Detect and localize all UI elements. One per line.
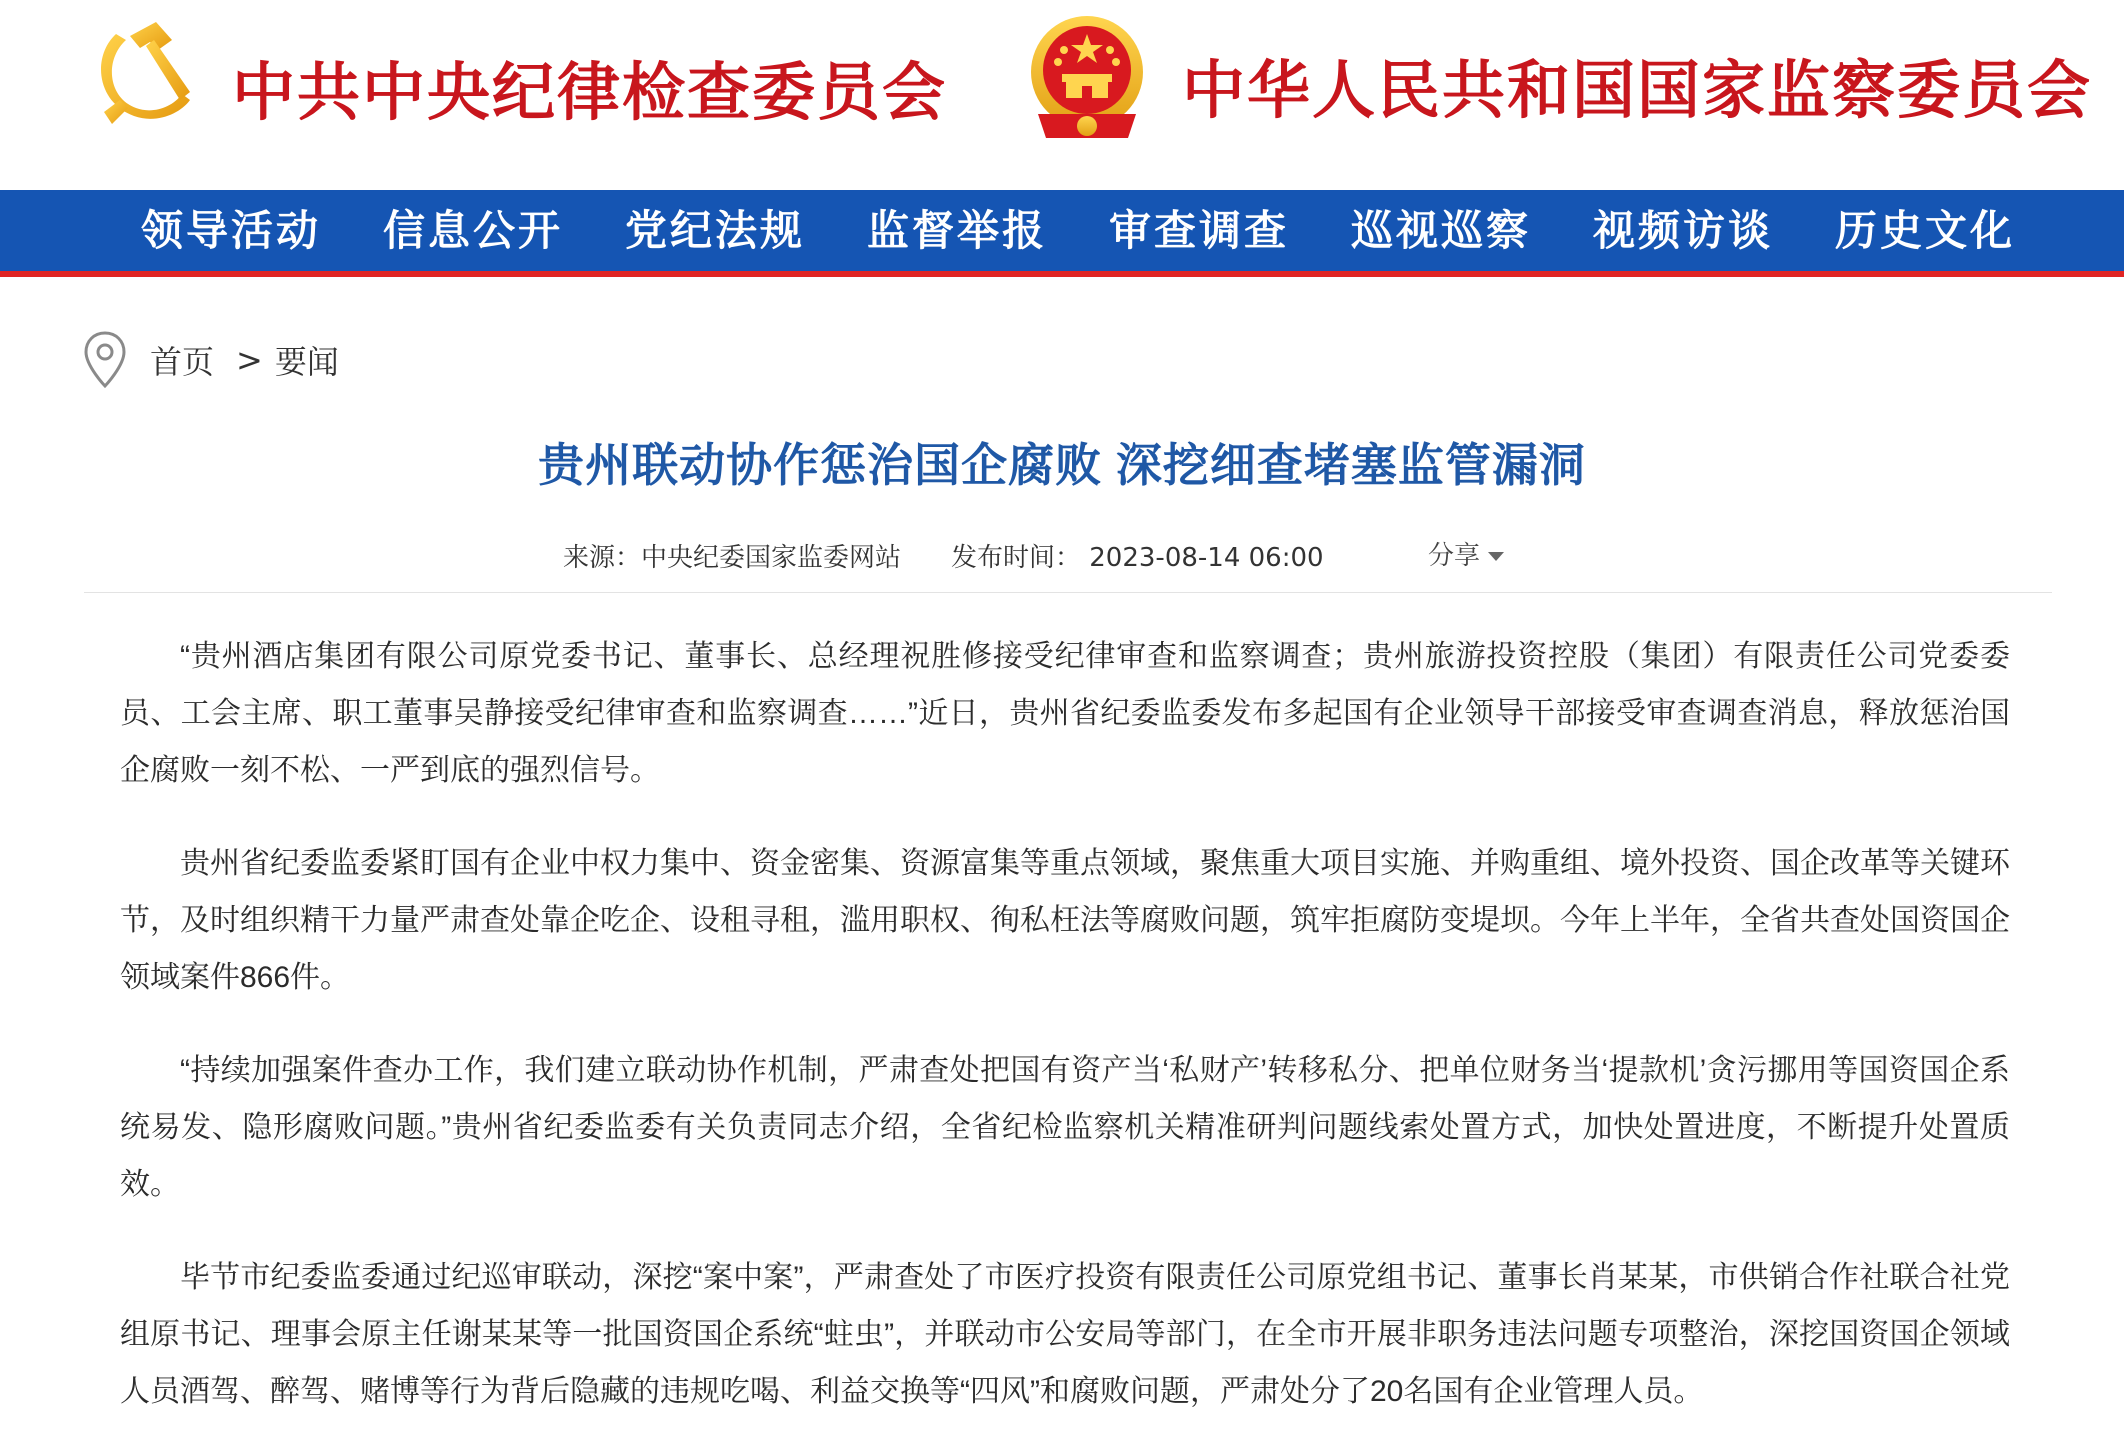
nav-item-inspection[interactable]: 巡视巡察 [1350,206,1531,255]
article-paragraph: 贵州省纪委监委紧盯国有企业中权力集中、资金密集、资源富集等重点领域，聚焦重大项目实施、并购重组、境外投资、国企改革等关键环节，及时组织精干力量严肃查处靠企吃企、设租寻租，滥用职权、徇私枉法等腐败问题，筑牢拒腐防变堤坝。今年上半年，全省共查处国资国企领域案件866件。 [120,847,2010,994]
share-label: 分享 [1428,541,1481,571]
title-divider [84,592,2052,593]
nav-item-leadership[interactable]: 领导活动 [140,206,321,255]
share-button[interactable] [1428,534,1504,578]
nav-item-regulations[interactable]: 党纪法规 [624,206,805,255]
breadcrumb-separator: > [236,341,263,379]
article-paragraph: 毕节市纪委监委通过纪巡审联动，深挖“案中案”，严肃查处了市医疗投资有限责任公司原党组书记、董事长肖某某，市供销合作社联合社党组原书记、理事会原主任谢某某等一批国资国企系统“蛀虫”，并联动市公安局等部门，在全市开展非职务违法问题专项整治，深挖国资国企领域人员酒驾、醉驾、赌博等行为背后隐藏的违规吃喝、利益交换等“四风”和腐败问题，严肃处分了20名国有企业管理人员。 [120,1261,2010,1408]
breadcrumb [82,330,339,390]
article-paragraph: “持续加强案件查办工作，我们建立联动协作机制，严肃查处把国有资产当‘私财产’转移私分、把单位财务当‘提款机’贪污挪用等国资国企系统易发、隐形腐败问题。”贵州省纪委监委有关负责同志介绍，全省纪检监察机关精准研判问题线索处置方式，加快处置进度，不断提升处置质效。 [120,1054,2010,1201]
org-name-supervisory-commission[interactable]: 中华人民共和国国家监察委员会 [1182,53,2092,127]
nav-underline [0,271,2124,277]
chevron-down-icon [1488,552,1504,561]
article-body [120,628,2010,1456]
location-pin-icon [82,330,128,390]
article-publish-time: 发布时间： 2023-08-14 06:00 [951,543,1324,573]
article-paragraph: “贵州酒店集团有限公司原党委书记、董事长、总经理祝胜修接受纪律审查和监察调查；贵州旅游投资控股（集团）有限责任公司党委委员、工会主席、职工董事吴静接受纪律审查和监察调查……”近日，贵州省纪委监委发布多起国有企业领导干部接受审查调查消息，释放惩治国企腐败一刻不松、一严到底的强烈信号。 [120,640,2010,787]
article-title: 贵州联动协作惩治国企腐败 深挖细查堵塞监管漏洞 [538,439,1586,491]
breadcrumb-current-link[interactable]: 要闻 [274,343,339,381]
org-name-discipline-commission[interactable]: 中共中央纪律检查委员会 [232,55,947,129]
main-nav [110,190,2046,271]
nav-item-report[interactable]: 监督举报 [866,206,1047,255]
breadcrumb-home-link[interactable]: 首页 [150,343,215,381]
site-header [0,0,2124,190]
article-source: 来源：中央纪委国家监委网站 [563,543,902,573]
nav-item-info-disclosure[interactable]: 信息公开 [382,206,563,255]
nav-item-history[interactable]: 历史文化 [1834,206,2015,255]
nav-item-investigation[interactable]: 审查调查 [1108,206,1289,255]
party-emblem-icon[interactable] [86,16,204,134]
national-emblem-icon[interactable] [1024,14,1150,146]
nav-item-video[interactable]: 视频访谈 [1592,206,1773,255]
